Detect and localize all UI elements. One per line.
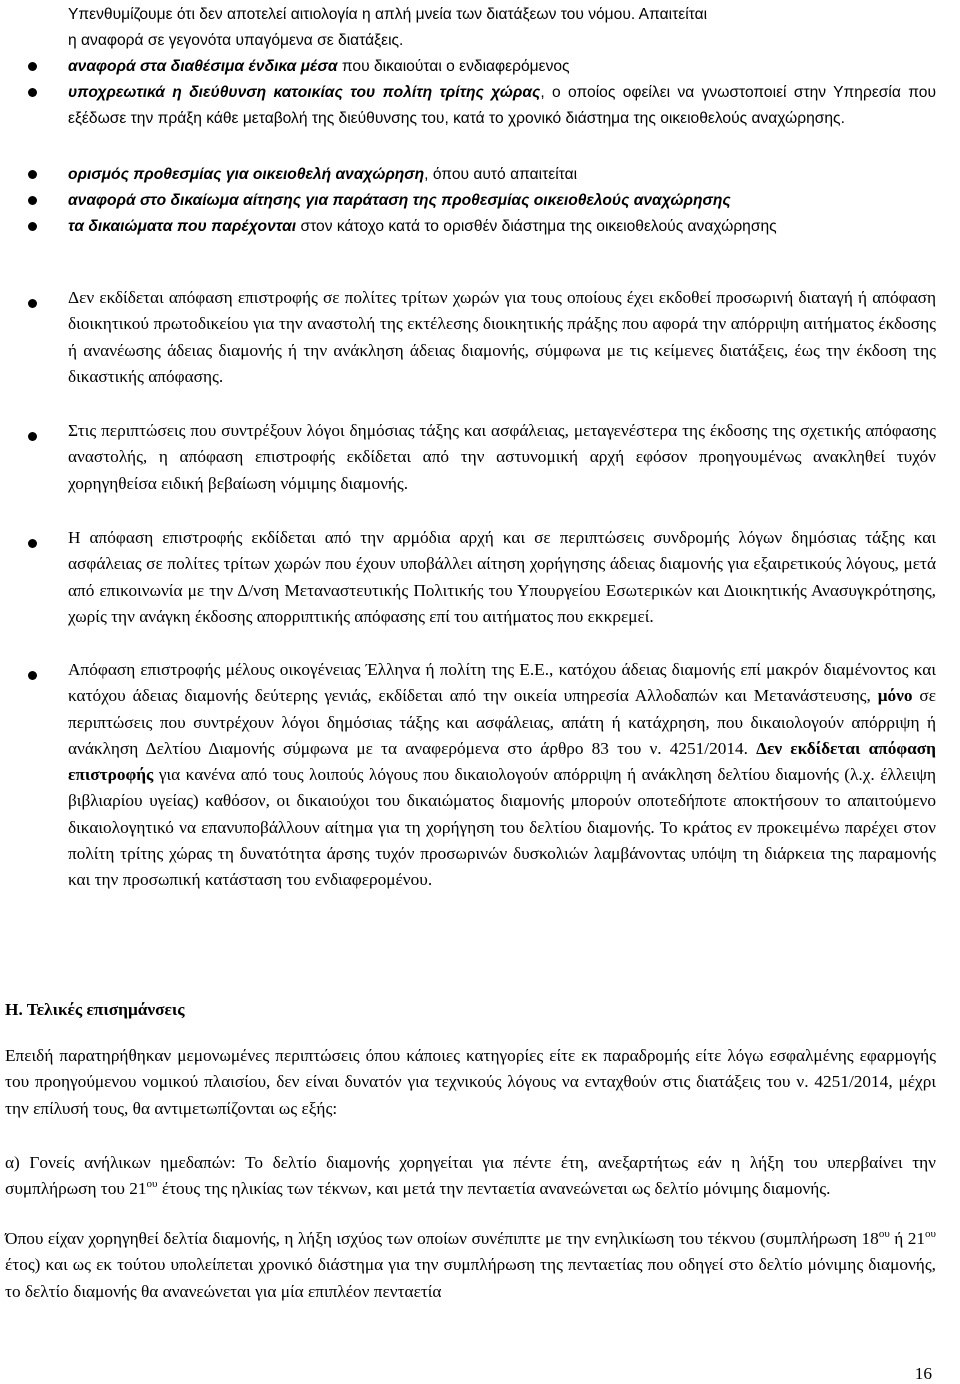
paragraph-text: α) Γονείς ανήλικων ημεδαπών: Το δελτίο διαμονής χορηγείται για πέντε έτη, ανεξαρτήτως εάν η λήξη του υπερβαίνει την συμπλήρωση του 21	[5, 1153, 936, 1199]
requirement-text: που δικαιούται ο ενδιαφερόμενος	[337, 58, 570, 75]
bold-phrase: ορισμός προθεσμίας για οικειοθελή αναχώρηση	[68, 166, 425, 183]
paragraph-text: σε περιπτώσεις που συντρέχουν λόγοι δημόσιας τάξης και ασφάλειας, απάτη ή κατάχρηση, που δικαιολογούν απόρριψη ή ανάκληση Δελτίου Διαμονής σύμφωνα με τα αναφερόμενα στο άρθρο 83 του ν. 4251/2014.	[68, 686, 936, 758]
bullet-icon	[28, 170, 37, 179]
bullet-icon	[28, 62, 37, 71]
requirement-rights	[68, 214, 936, 240]
bullet-icon	[28, 299, 37, 308]
ordinal-suffix: ου	[146, 1178, 158, 1191]
paragraph-text: ή 21	[889, 1229, 926, 1248]
bullet-paragraph-1: Δεν εκδίδεται απόφαση επιστροφής σε πολίτες τρίτων χωρών για τους οποίους έχει εκδοθεί προσωρινή διαταγή ή απόφαση διοικητικού πρωτοδικείου για την αναστολή της εκτέλεσης διοικητικής πράξης που αφορά την απόρριψη αιτήματος έκδοσης ή ανανέωσης άδειας διαμονής ή την ανάκληση άδειας διαμονής, σύμφωνα με τις κείμενες διατάξεις, έως την έκδοση της δικαστικής απόφασης.	[68, 288, 936, 386]
bullet-icon	[28, 539, 37, 548]
ordinal-suffix: ου	[925, 1228, 936, 1241]
requirement-address	[68, 80, 936, 132]
paragraph-text: Όπου είχαν χορηγηθεί δελτία διαμονής, η λήξη ισχύος των οποίων συνέπιπτε με την ενηλικίωση του τέκνου (συμπλήρωση 18	[5, 1229, 879, 1248]
requirement-remedies	[68, 54, 936, 80]
paragraph-text: έτους της ηλικίας των τέκνων, και μετά την πενταετία ανανεώνεται ως δελτίο μόνιμης διαμονής.	[157, 1179, 831, 1199]
section-heading: Η. Τελικές επισημάνσεις	[5, 1000, 185, 1019]
requirement-extension	[68, 188, 936, 214]
bold-phrase: υποχρεωτικά η διεύθυνση κατοικίας του πολίτη τρίτης χώρας	[68, 84, 541, 101]
bold-phrase: αναφορά στο δικαίωμα αίτησης για παράταση της προθεσμίας οικειοθελούς αναχώρησης	[68, 192, 731, 209]
bullet-icon	[28, 88, 37, 97]
bullet-icon	[28, 222, 37, 231]
paragraph-text: Απόφαση επιστροφής μέλους οικογένειας Έλληνα ή πολίτη της Ε.Ε., κατόχου άδειας διαμονής επί μακρόν διαμένοντος και κατόχου άδειας διαμονής δεύτερης γενιάς, εκδίδεται από την οικεία υπηρεσία Αλλοδαπών και Μετανάστευσης,	[68, 660, 936, 706]
requirement-text: , ο οποίος οφείλει να γνωστοποιεί στην Υπηρεσία που εξέδωσε την πράξη κάθε μεταβολή της διεύθυνσης του, κατά το χρονικό διάστημα της οικειοθελούς αναχώρησης.	[68, 84, 936, 127]
bullet-paragraph-4	[68, 657, 936, 894]
intro-paragraph	[68, 2, 936, 54]
section-paragraph-1: Επειδή παρατηρήθηκαν μεμονωμένες περιπτώσεις όπου κάποιες κατηγορίες είτε εκ παραδρομής είτε λόγω εσφαλμένης εφαρμογής του προηγούμενου νομικού πλαισίου, δεν είναι δυνατόν για τεχνικούς λόγους να ενταχθούν στις διατάξεις του ν. 4251/2014, μέχρι την επίλυσή τους, θα αντιμετωπίζονται ως εξής:	[5, 1046, 936, 1118]
intro-line-2: η αναφορά σε γεγονότα υπαγόμενα σε διατάξεις.	[68, 32, 404, 49]
paragraph-text: έτος) και ως εκ τούτου υπολείπεται χρονικό διάστημα για την συμπλήρωση της πενταετίας που οδηγεί στο δελτίο μόνιμης διαμονής, το δελτίο διαμονής θα ανανεώνεται για μία επιπλέον πενταετία	[5, 1255, 936, 1301]
paragraph-text: για κανένα από τους λοιπούς λόγους που δικαιολογούν απόρριψη ή ανάκληση δελτίου διαμονής (λ.χ. έλλειψη βιβλιαρίου υγείας) καθόσον, οι δικαιούχοι του δικαιώματος διαμονής μπορούν οποτεδήποτε αποκτήσουν το απαιτούμενο δικαιολογητικό να επανυποβάλλουν αίτημα για τη χορήγηση του δελτίου διαμονής. Το κράτος εν προκειμένω παρέχει στον πολίτη τρίτης χώρας τη δυνατότητα άρσης τυχόν προσωρινών δυσκολιών λαμβάνοντας υπόψη τη διάρκεια της παραμονής και την προσωπική κατάσταση του ενδιαφερομένου.	[68, 765, 936, 890]
requirement-text: στον κάτοχο κατά το ορισθέν διάστημα της οικειοθελούς αναχώρησης	[296, 218, 777, 235]
section-paragraph-3	[5, 1226, 936, 1305]
page-number: 16	[914, 1364, 932, 1383]
bullet-icon	[28, 196, 37, 205]
bold-phrase: αναφορά στα διαθέσιμα ένδικα μέσα	[68, 58, 338, 75]
intro-line-1: Υπενθυμίζουμε ότι δεν αποτελεί αιτιολογία η απλή μνεία των διατάξεων του νόμου. Απαιτείται	[68, 6, 708, 23]
ordinal-suffix: ου	[878, 1228, 890, 1241]
bold-phrase: τα δικαιώματα που παρέχονται	[68, 218, 297, 235]
requirement-text: , όπου αυτό απαιτείται	[424, 166, 578, 183]
bold-phrase: μόνο	[877, 686, 913, 706]
bullet-icon	[28, 671, 37, 680]
requirement-deadline	[68, 162, 936, 188]
section-paragraph-2	[5, 1150, 936, 1203]
bold-phrase: Δεν εκδίδεται απόφαση επιστροφής	[68, 738, 936, 785]
bullet-paragraph-3: Η απόφαση επιστροφής εκδίδεται από την αρμόδια αρχή και σε περιπτώσεις συνδρομής λόγων δημόσιας τάξης και ασφάλειας σε πολίτες τρίτων χωρών που έχουν υποβάλλει αίτηση χορήγησης άδειας διαμονής για εξαιρετικούς λόγους, μετά από επικοινωνία με την Δ/νση Μεταναστευτικής Πολιτικής του Υπουργείου Εσωτερικών και Διοικητικής Ανασυγκρότησης, χωρίς την ανάγκη έκδοσης απορριπτικής απόφασης επί του αιτήματος που εκκρεμεί.	[68, 528, 936, 626]
bullet-icon	[28, 432, 37, 441]
bullet-paragraph-2: Στις περιπτώσεις που συντρέξουν λόγοι δημόσιας τάξης και ασφάλειας, μεταγενέστερα της έκδοσης της σχετικής απόφασης αναστολής, η απόφαση επιστροφής εκδίδεται από την αστυνομική αρχή εφόσον προηγουμένως ανακληθεί τυχόν χορηγηθείσα ειδική βεβαίωση νόμιμης διαμονής.	[68, 421, 936, 493]
